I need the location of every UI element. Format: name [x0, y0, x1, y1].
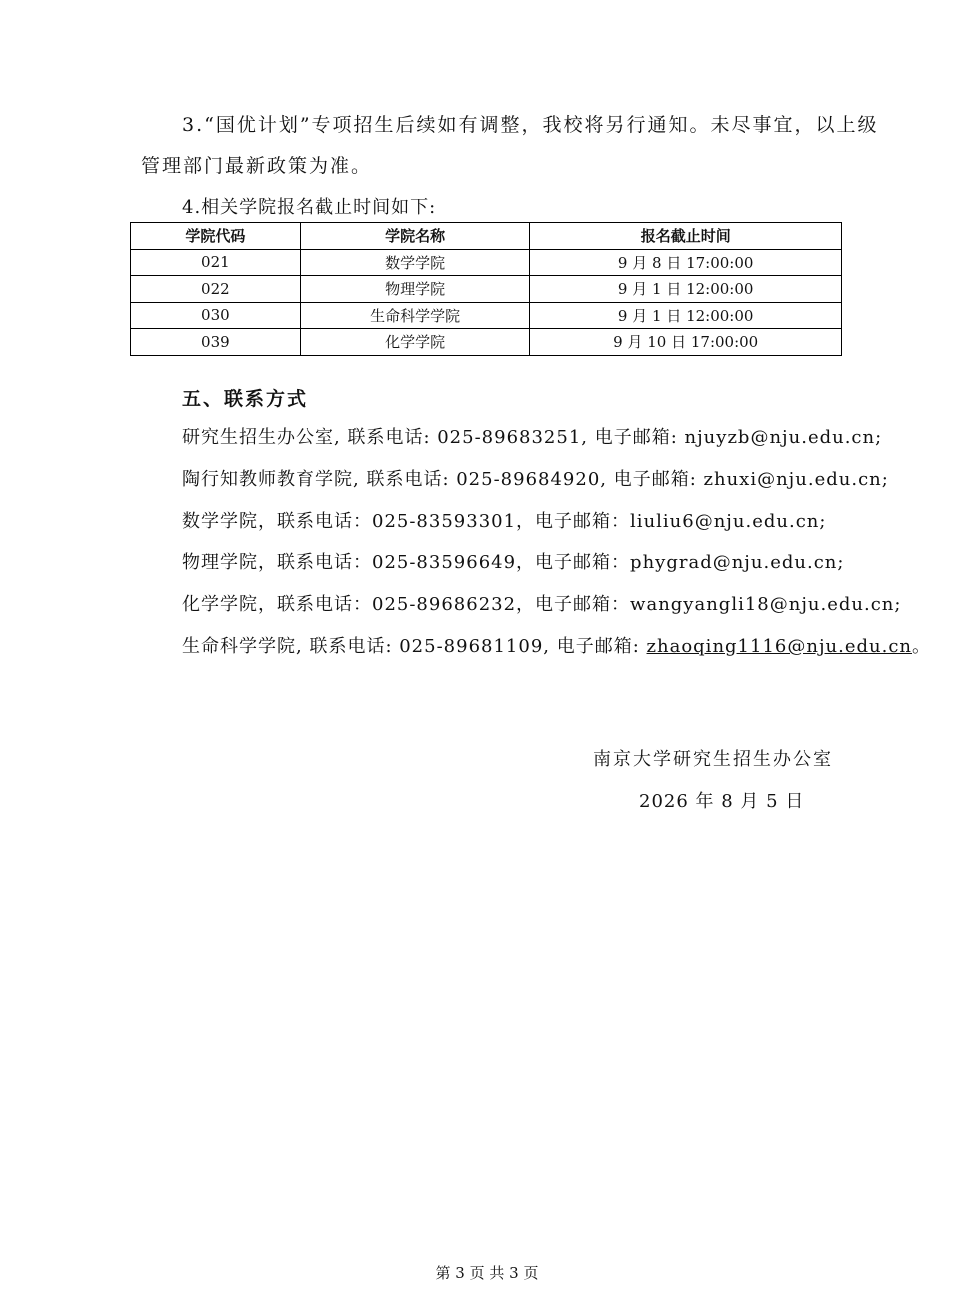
- table-row: [131, 276, 842, 303]
- contact-line-math: 数学学院，联系电话：025-83593301，电子邮箱：liuliu6@nju.edu.cn;: [182, 511, 827, 532]
- email-link[interactable]: zhaoqing1116@nju.edu.cn: [646, 636, 913, 657]
- deadline-time: 9 月 1 日 12:00:00: [530, 302, 842, 329]
- college-name: 生命科学学院: [300, 302, 530, 329]
- college-code: 039: [131, 329, 301, 356]
- contact-line-graduate-office: 研究生招生办公室, 联系电话: 025-89683251, 电子邮箱: njuyzb@nju.edu.cn;: [182, 427, 883, 448]
- contact-line-physics: 物理学院，联系电话：025-83596649，电子邮箱：phygrad@nju.edu.cn;: [182, 552, 845, 573]
- college-code: 021: [131, 249, 301, 276]
- college-name: 数学学院: [300, 249, 530, 276]
- deadline-time: 9 月 10 日 17:00:00: [530, 329, 842, 356]
- contact-line-chemistry: 化学学院，联系电话：025-89686232，电子邮箱：wangyangli18@nju.edu.cn;: [182, 594, 902, 615]
- item3-line1: 3.“国优计划”专项招生后续如有调整，我校将另行通知。未尽事宜，以上级: [182, 114, 879, 136]
- header-college-code: 学院代码: [131, 223, 301, 250]
- deadline-table: [130, 222, 842, 356]
- table-row: [131, 329, 842, 356]
- college-code: 022: [131, 276, 301, 303]
- page-footer: 第 3 页 共 3 页: [435, 1264, 539, 1282]
- deadline-time: 9 月 8 日 17:00:00: [530, 249, 842, 276]
- signature-date: 2026 年 8 月 5 日: [639, 791, 805, 812]
- signature-office: 南京大学研究生招生办公室: [593, 749, 833, 770]
- item3-line2: 管理部门最新政策为准。: [141, 155, 373, 177]
- college-name: 物理学院: [300, 276, 530, 303]
- contact-line-suffix: 。: [912, 636, 932, 657]
- table-header-row: [131, 223, 842, 250]
- item4-intro: 4.相关学院报名截止时间如下:: [182, 197, 437, 218]
- header-college-name: 学院名称: [300, 223, 530, 250]
- table-row: [131, 302, 842, 329]
- header-deadline: 报名截止时间: [530, 223, 842, 250]
- college-code: 030: [131, 302, 301, 329]
- contact-line-teacher-education: 陶行知教师教育学院, 联系电话: 025-89684920, 电子邮箱: zhuxi@nju.edu.cn;: [182, 469, 889, 490]
- section-title: 五、联系方式: [182, 388, 309, 410]
- college-name: 化学学院: [300, 329, 530, 356]
- table-row: [131, 249, 842, 276]
- contact-line-life-sciences: [182, 635, 931, 659]
- deadline-time: 9 月 1 日 12:00:00: [530, 276, 842, 303]
- contact-line-life-sciences-prefix: 生命科学学院, 联系电话: 025-89681109, 电子邮箱:: [182, 636, 647, 657]
